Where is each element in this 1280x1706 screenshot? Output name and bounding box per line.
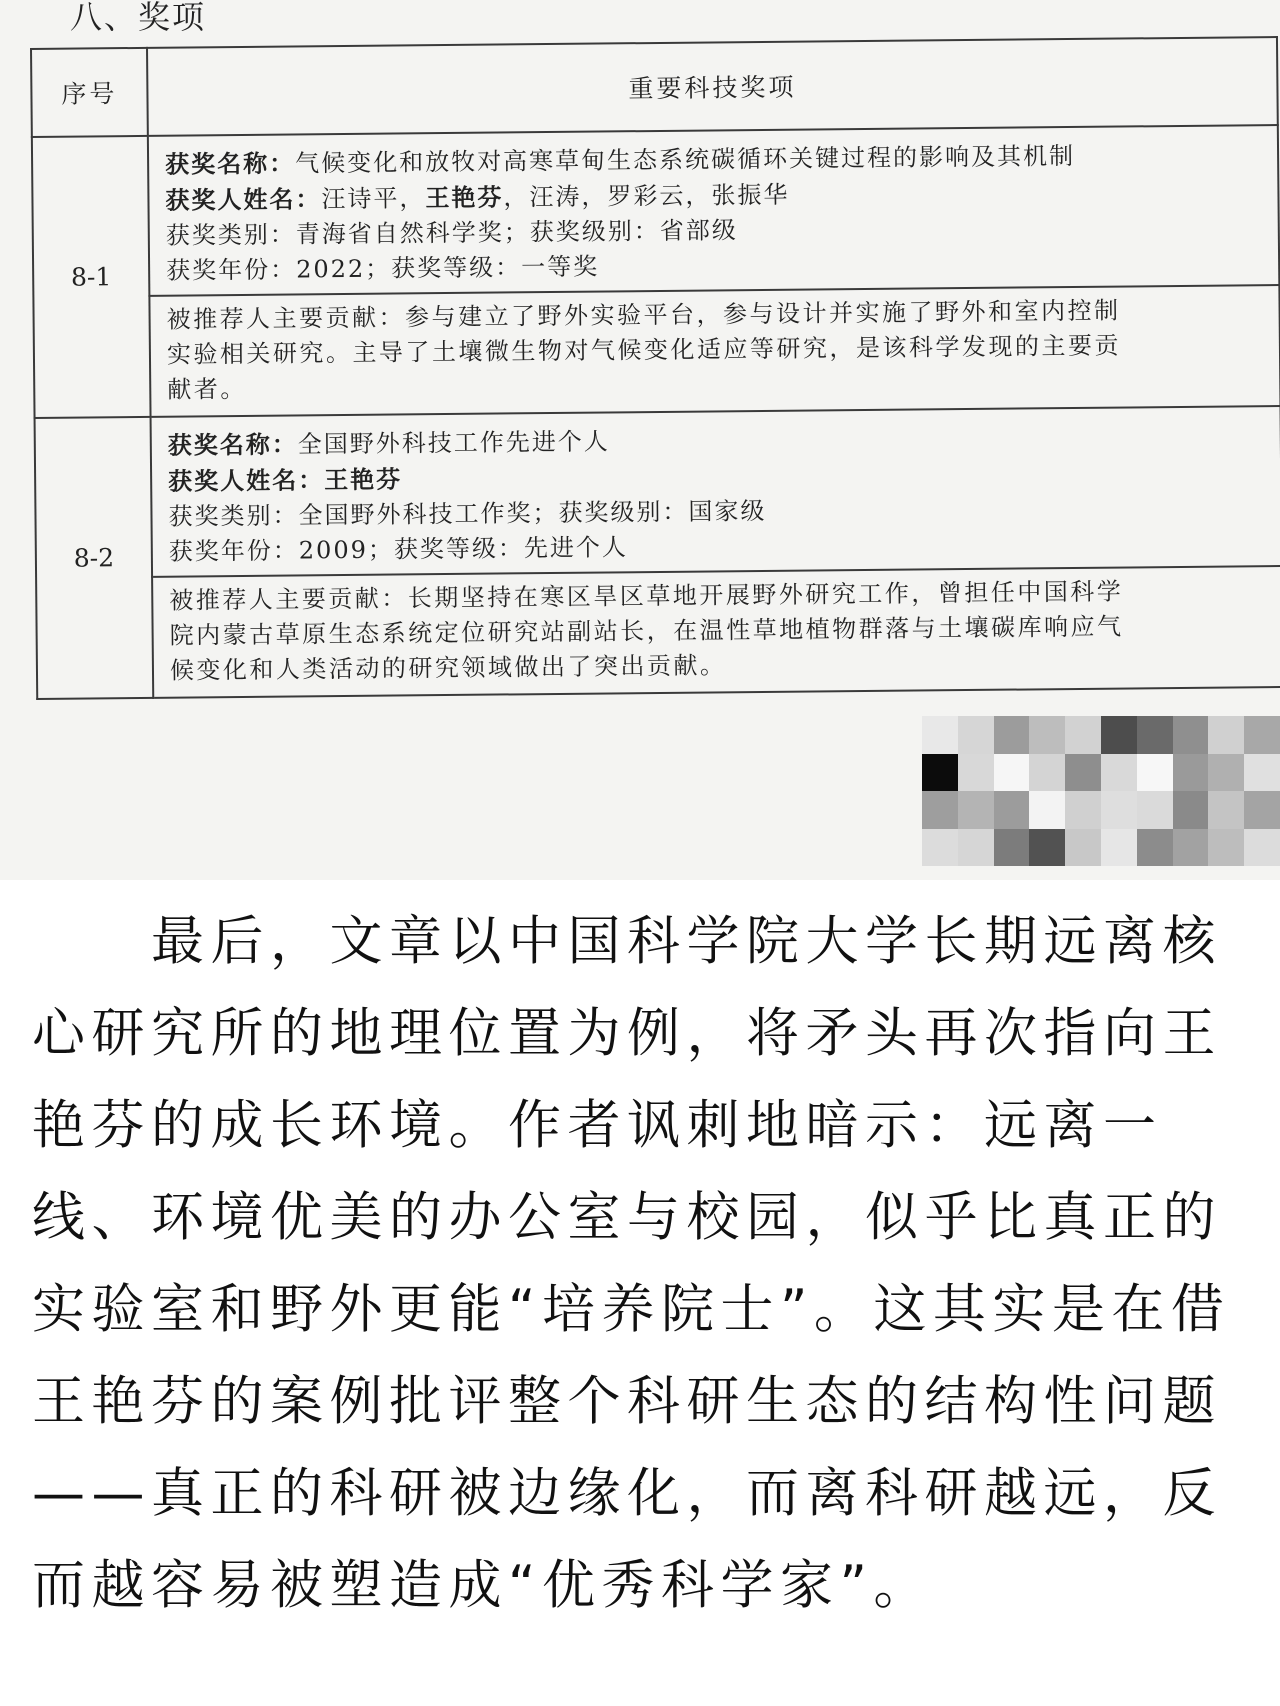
award-name-value: 气候变化和放牧对高寒草甸生态系统碳循环关键过程的影响及其机制 (294, 141, 1076, 178)
award-info-cell (148, 125, 1279, 296)
mosaic-tile (1208, 754, 1244, 792)
mosaic-tile (1065, 754, 1101, 792)
award-name-value: 全国野外科技工作先进个人 (297, 427, 610, 459)
winner-name-highlighted: 王艳芬 (324, 464, 403, 495)
mosaic-tile (958, 829, 994, 867)
mosaic-tile (958, 716, 994, 754)
award-winners-label: 获奖人姓名： (165, 184, 322, 215)
mosaic-tile (922, 829, 958, 867)
commentary-line: 而越容易被塑造成“优秀科学家”。 (32, 1555, 933, 1616)
commentary-line: ——真正的科研被边缘化，而离科研越远，反 (32, 1463, 1222, 1524)
mosaic-tile (1208, 716, 1244, 754)
mosaic-tile (1029, 716, 1065, 754)
mosaic-tile (1137, 791, 1173, 829)
mosaic-tile (922, 716, 958, 754)
commentary-line: 最后，文章以中国科学院大学长期远离核 (32, 911, 1222, 972)
mosaic-tile (1244, 791, 1280, 829)
award-name-label: 获奖名称： (164, 148, 296, 179)
mosaic-tile (1137, 754, 1173, 792)
commentary-line: 实验室和野外更能“培养院士”。这其实是在借 (32, 1279, 1231, 1340)
header-awards: 重要科技奖项 (147, 37, 1278, 136)
contribution-line: 被推荐人主要贡献：参与建立了野外实验平台，参与设计并实施了野外和室内控制 (166, 296, 1121, 334)
mosaic-tile (1065, 829, 1101, 867)
mosaic-tile (922, 754, 958, 792)
mosaic-tile (1101, 791, 1137, 829)
mosaic-tile (958, 754, 994, 792)
mosaic-tile (1244, 829, 1280, 867)
mosaic-tile (1065, 791, 1101, 829)
winner-name: ，汪涛，罗彩云，张振华 (503, 180, 790, 212)
table-row (35, 406, 1280, 578)
table-row (33, 285, 1280, 418)
contribution-line: 被推荐人主要贡献：长期坚持在寒区旱区草地开展野外研究工作，曾担任中国科学 (169, 577, 1124, 615)
mosaic-tile (1029, 754, 1065, 792)
mosaic-tile (1101, 716, 1137, 754)
mosaic-tile (1137, 829, 1173, 867)
mosaic-tile (1101, 829, 1137, 867)
contribution-line: 候变化和人类活动的研究领域做出了突出贡献。 (169, 651, 727, 685)
mosaic-tile (1208, 829, 1244, 867)
mosaic-tile (1029, 791, 1065, 829)
commentary-text (32, 896, 1250, 1632)
award-contribution-cell (152, 566, 1280, 698)
mosaic-tile (994, 754, 1030, 792)
mosaic-tile (958, 791, 994, 829)
row-number: 8-1 (32, 136, 151, 418)
award-category-line: 获奖类别：青海省自然科学奖；获奖级别：省部级 (165, 216, 738, 250)
mosaic-tile (1173, 754, 1209, 792)
awards-table (30, 36, 1280, 700)
mosaic-tile (1173, 791, 1209, 829)
winner-name-highlighted: 王艳芬 (425, 182, 504, 213)
award-year-line: 获奖年份：2009；获奖等级：先进个人 (168, 533, 629, 566)
contribution-line: 实验相关研究。主导了土壤微生物对气候变化适应等研究，是该科学发现的主要贡 (166, 331, 1122, 369)
mosaic-tile (922, 791, 958, 829)
mosaic-tile (1029, 829, 1065, 867)
mosaic-tile (1101, 754, 1137, 792)
mosaic-tile (1173, 716, 1209, 754)
mosaic-tile (1244, 754, 1280, 792)
mosaic-tile (994, 716, 1030, 754)
mosaic-tile (1137, 716, 1173, 754)
commentary-line: 王艳芬的案例批评整个科研生态的结构性问题 (32, 1371, 1222, 1432)
award-name-label: 获奖名称： (167, 429, 298, 460)
mosaic-tile (994, 829, 1030, 867)
row-number: 8-2 (35, 417, 154, 699)
mosaic-tile (1244, 716, 1280, 754)
contribution-line: 献者。 (167, 374, 247, 404)
table-header-row (31, 37, 1278, 137)
award-category-line: 获奖类别：全国野外科技工作奖；获奖级别：国家级 (168, 496, 767, 531)
table-row (32, 125, 1279, 297)
award-winners-label: 获奖人姓名： (168, 465, 325, 496)
table-row (36, 566, 1280, 699)
mosaic-tile (1208, 791, 1244, 829)
pixelated-redaction (922, 716, 1280, 866)
mosaic-tile (1065, 716, 1101, 754)
award-contribution-cell (149, 285, 1280, 417)
section-heading: 八、奖项 (70, 0, 207, 36)
mosaic-tile (1173, 829, 1209, 867)
award-year-line: 获奖年份：2022；获奖等级：一等奖 (166, 252, 600, 285)
contribution-line: 院内蒙古草原生态系统定位研究站副站长，在温性草地植物群落与土壤碳库响应气 (169, 612, 1124, 650)
commentary-line: 心研究所的地理位置为例，将矛头再次指向王 (32, 1003, 1222, 1064)
commentary-line: 艳芬的成长环境。作者讽刺地暗示：远离一 (32, 1095, 1163, 1156)
winner-name: 汪诗平， (321, 184, 426, 214)
award-info-cell (151, 406, 1280, 577)
commentary-line: 线、环境优美的办公室与校园，似乎比真正的 (32, 1187, 1222, 1248)
header-number: 序号 (31, 48, 148, 137)
mosaic-tile (994, 791, 1030, 829)
